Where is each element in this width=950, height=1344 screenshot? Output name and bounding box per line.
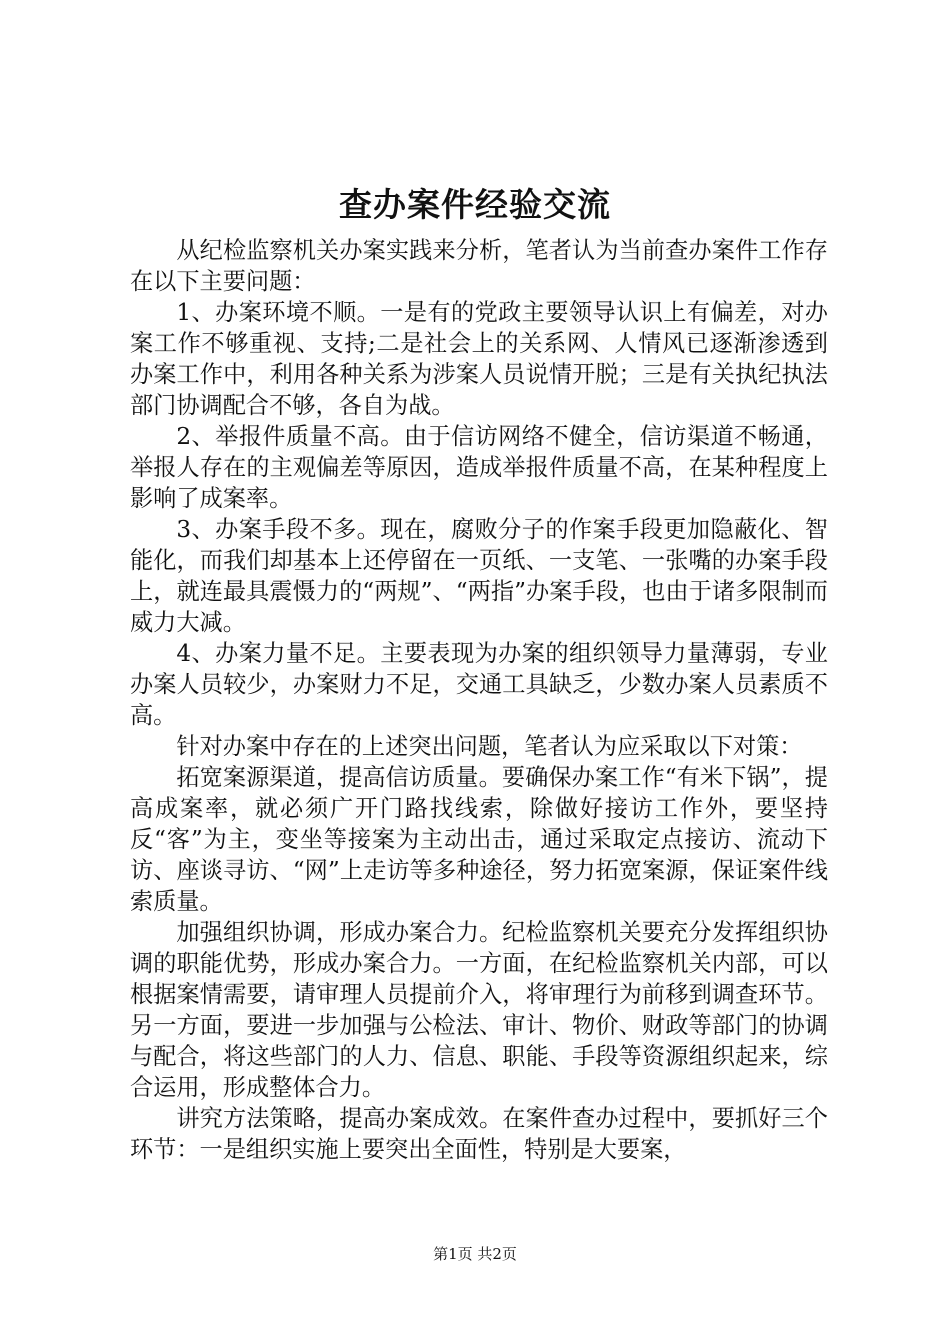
paragraph-measure-2: 加强组织协调，形成办案合力。纪检监察机关要充分发挥组织协调的职能优势，形成办案合力。一方面，在纪检监察机关内部，可以根据案情需要，请审理人员提前介入，将审理行为前移到调查环节。另一方面，要进一步加强与公检法、审计、物价、财政等部门的协调与配合，将这些部门的人力、信息、职能、手段等资源组织起来，综合运用，形成整体合力。	[130, 919, 828, 1101]
paragraph-problem-2: 2、举报件质量不高。由于信访网络不健全，信访渠道不畅通，举报人存在的主观偏差等原因，造成举报件质量不高，在某种程度上影响了成案率。	[130, 423, 828, 512]
paragraph-problem-3: 3、办案手段不多。现在，腐败分子的作案手段更加隐蔽化、智能化，而我们却基本上还停留在一页纸、一支笔、一张嘴的办案手段上，就连最具震慑力的“两规”、“两指”办案手段，也由于诸多限制而威力大减。	[130, 516, 828, 636]
document-title: 查办案件经验交流	[339, 185, 611, 224]
paragraph-intro: 从纪检监察机关办案实践来分析，笔者认为当前查办案件工作存在以下主要问题：	[130, 237, 828, 295]
page-footer: 第1页 共2页	[433, 1245, 517, 1263]
paragraph-measure-1: 拓宽案源渠道，提高信访质量。要确保办案工作“有米下锅”，提高成案率，就必须广开门路找线索，除做好接访工作外，要坚持反“客”为主，变坐等接案为主动出击，通过采取定点接访、流动下访、座谈寻访、“网”上走访等多种途径，努力拓宽案源，保证案件线索质量。	[130, 764, 828, 915]
paragraph-problem-1: 1、办案环境不顺。一是有的党政主要领导认识上有偏差，对办案工作不够重视、支持;二是社会上的关系网、人情风已逐渐渗透到办案工作中，利用各种关系为涉案人员说情开脱；三是有关执纪执法部门协调配合不够，各自为战。	[130, 299, 828, 419]
paragraph-problem-4: 4、办案力量不足。主要表现为办案的组织领导力量薄弱，专业办案人员较少，办案财力不足，交通工具缺乏，少数办案人员素质不高。	[130, 640, 828, 729]
document-body	[130, 235, 828, 1165]
paragraph-measures-intro: 针对办案中存在的上述突出问题，笔者认为应采取以下对策：	[176, 733, 803, 760]
paragraph-measure-3: 讲究方法策略，提高办案成效。在案件查办过程中，要抓好三个环节：一是组织实施上要突出全面性，特别是大要案，	[130, 1105, 828, 1163]
